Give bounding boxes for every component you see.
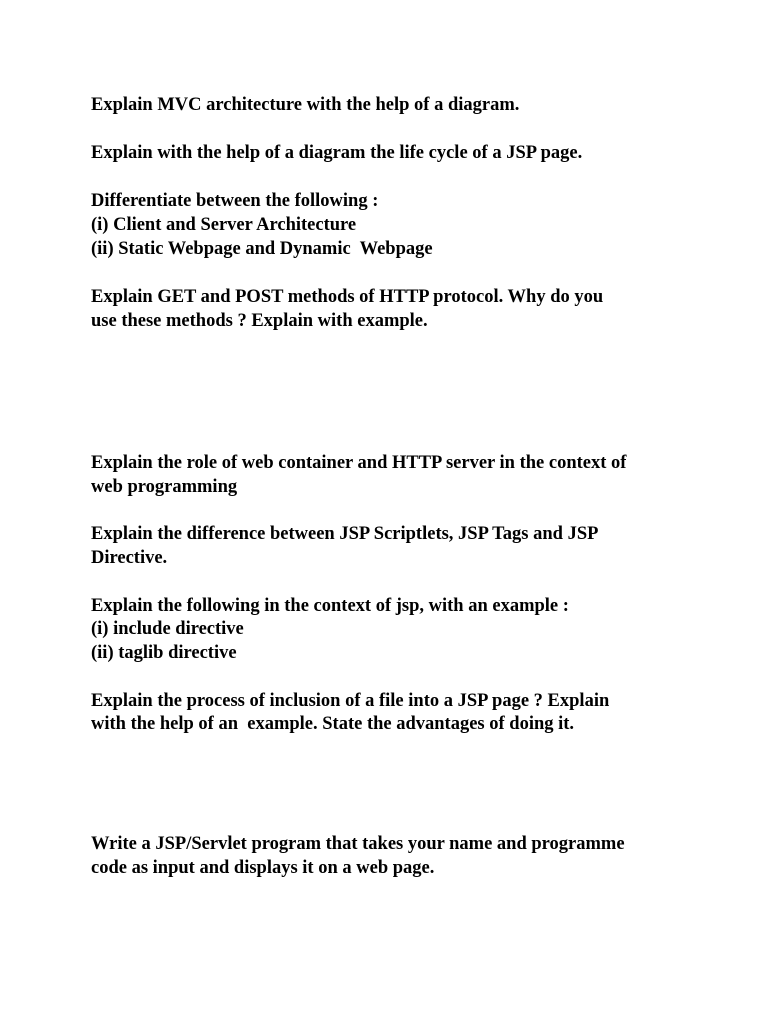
question-6-line-1: Explain the difference between JSP Scriptlets, JSP Tags and JSP	[91, 524, 599, 544]
question-4-line-2: use these methods ? Explain with example.	[91, 311, 428, 331]
question-7-line-2: (i) include directive	[91, 619, 244, 639]
question-5-line-1: Explain the role of web container and HTTP server in the context of	[91, 453, 627, 473]
question-7-line-3: (ii) taglib directive	[91, 643, 237, 663]
question-3-line-3: (ii) Static Webpage and Dynamic Webpage	[91, 239, 433, 259]
question-9-line-2: code as input and displays it on a web page.	[91, 858, 435, 878]
question-2-line-1: Explain with the help of a diagram the life cycle of a JSP page.	[91, 143, 583, 163]
question-8-line-1: Explain the process of inclusion of a file into a JSP page ? Explain	[91, 691, 610, 711]
question-7-line-1: Explain the following in the context of jsp, with an example :	[91, 596, 569, 616]
question-5-line-2: web programming	[91, 477, 238, 497]
question-8-line-2: with the help of an example. State the advantages of doing it.	[91, 714, 575, 734]
question-4-line-1: Explain GET and POST methods of HTTP protocol. Why do you	[91, 287, 604, 307]
question-3-line-1: Differentiate between the following :	[91, 191, 379, 211]
question-1-line-1: Explain MVC architecture with the help of a diagram.	[91, 95, 520, 115]
question-9-line-1: Write a JSP/Servlet program that takes your name and programme	[91, 834, 625, 854]
question-6-line-2: Directive.	[91, 548, 168, 568]
question-3-line-2: (i) Client and Server Architecture	[91, 215, 357, 235]
